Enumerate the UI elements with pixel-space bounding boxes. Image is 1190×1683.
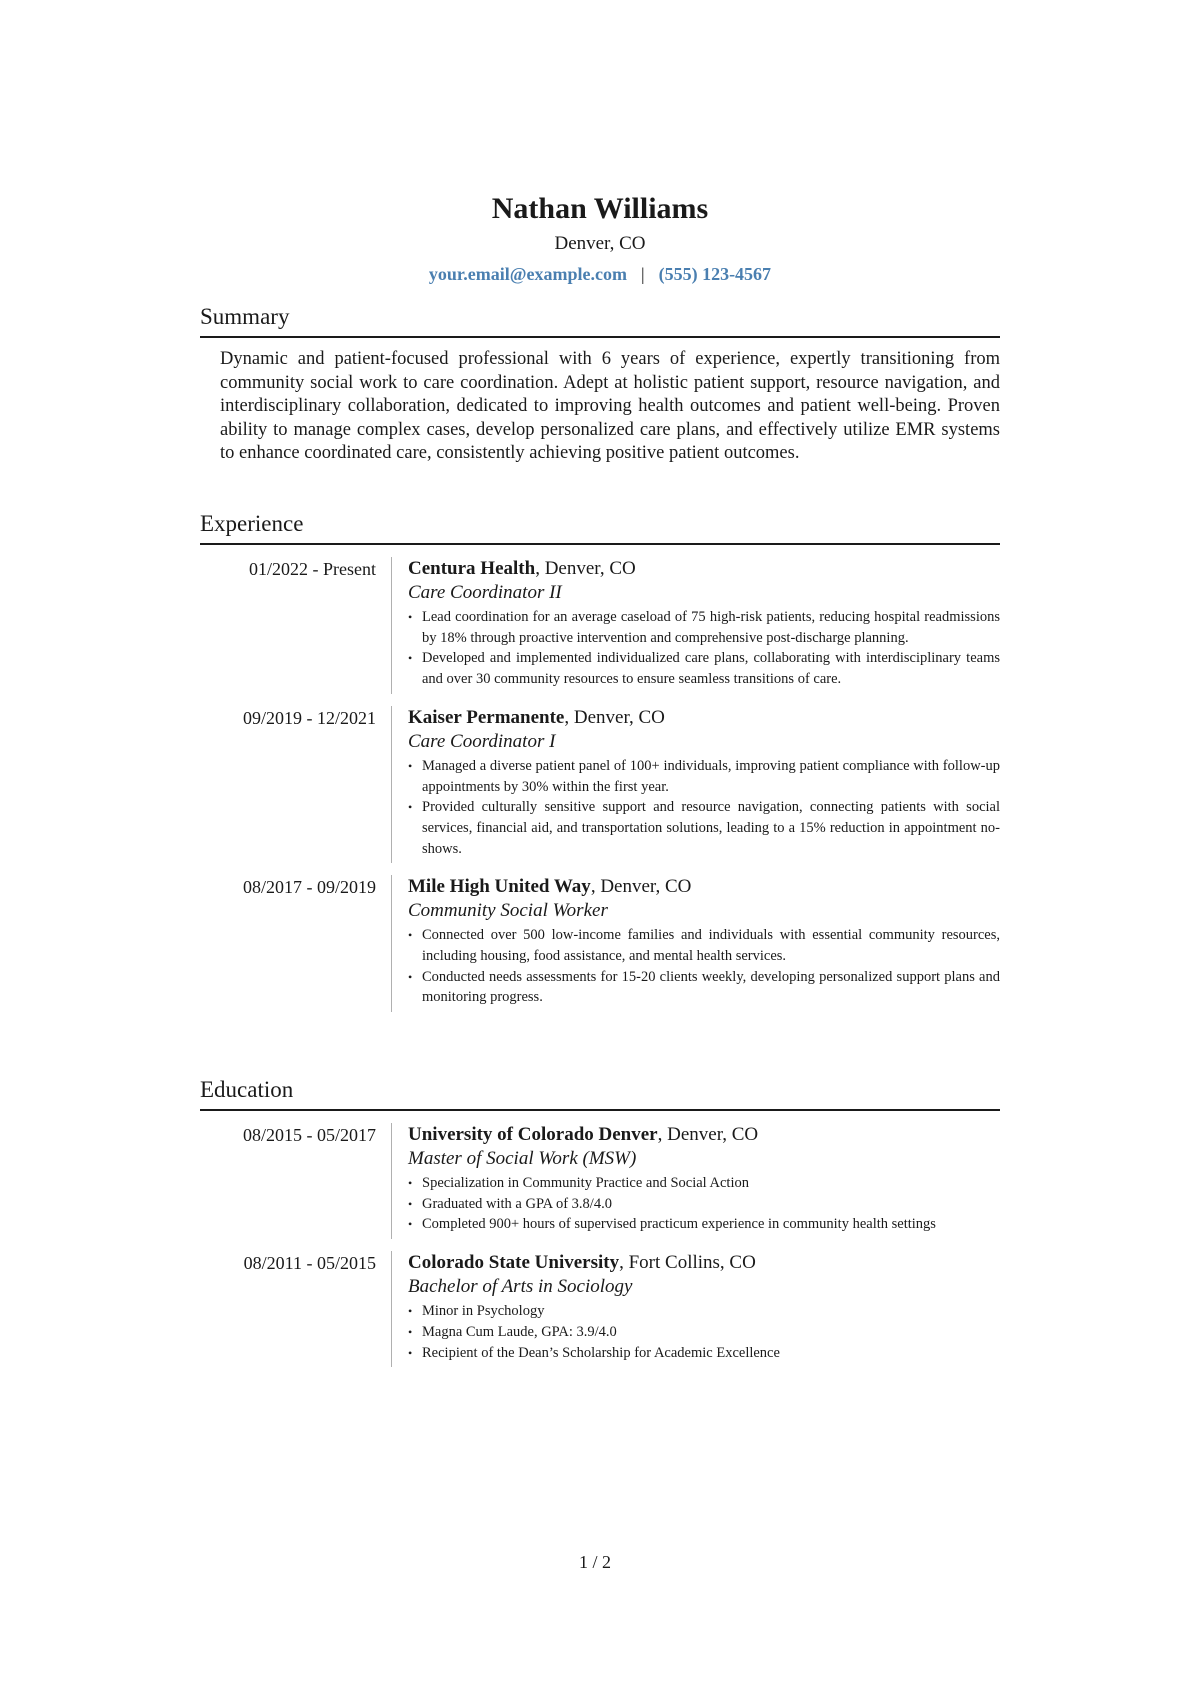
- candidate-name: Nathan Williams: [491, 192, 709, 225]
- entry-date: 01/2022 - Present: [249, 559, 376, 579]
- contact-separator: |: [640, 264, 645, 284]
- email-link[interactable]: your.email@example.com: [428, 264, 627, 284]
- bullet-item: • Managed a diverse patient panel of 100+ individuals, improving patient compliance with follow-up appointments by 30% within the first year.: [408, 756, 1000, 797]
- entry-date: 08/2011 - 05/2015: [243, 1253, 376, 1274]
- section-title-summary: Summary: [200, 302, 1000, 338]
- entry-body: [391, 1123, 1000, 1239]
- org-location: , Denver, CO: [535, 558, 636, 579]
- entry-date: 08/2017 - 09/2019: [243, 877, 376, 898]
- education-entry: [200, 1251, 1000, 1367]
- org-location: , Denver, CO: [657, 1124, 759, 1145]
- bullet-list: [408, 1173, 1000, 1235]
- education-list: [200, 1123, 1000, 1367]
- bullet-item: • Specialization in Community Practice and Social Action: [408, 1173, 1000, 1194]
- org-name: Colorado State University: [408, 1252, 620, 1274]
- org-line: [408, 875, 1000, 899]
- bullet-list: [408, 1301, 1000, 1363]
- bullet-item: • Developed and implemented individualized care plans, collaborating with interdisciplinary teams and over 30 community resources to ensure seamless transitions of care.: [408, 648, 1000, 689]
- page-number: 1 / 2: [578, 1552, 611, 1572]
- org-line: [408, 1251, 1000, 1275]
- phone-link[interactable]: (555) 123-4567: [658, 264, 772, 284]
- entry-body: [391, 875, 1000, 1012]
- org-line: [408, 557, 1000, 581]
- bullet-item: • Magna Cum Laude, GPA: 3.9/4.0: [408, 1322, 1000, 1343]
- org-line: [408, 706, 1000, 730]
- bullet-list: [408, 925, 1000, 1008]
- education-section: [200, 1075, 1000, 1367]
- role-title: Care Coordinator II: [408, 582, 562, 603]
- experience-entry: [200, 706, 1000, 864]
- experience-list: [200, 557, 1000, 1012]
- entry-body: [391, 1251, 1000, 1367]
- bullet-item: • Recipient of the Dean’s Scholarship for Academic Excellence: [408, 1343, 1000, 1364]
- role-title: Care Coordinator I: [408, 730, 556, 752]
- org-location: , Denver, CO: [590, 876, 692, 898]
- experience-section: [200, 509, 1000, 1012]
- bullet-item: • Minor in Psychology: [408, 1301, 1000, 1322]
- entry-body: [391, 557, 1000, 694]
- org-name: Kaiser Permanente: [408, 706, 565, 728]
- section-title-experience: Experience: [200, 509, 1000, 545]
- bullet-item: • Provided culturally sensitive support and resource navigation, connecting patients with social services, financial aid, and transportation solutions, leading to a 15% reduction in appointment no-shows.: [408, 797, 1000, 859]
- entry-body: [391, 706, 1000, 864]
- org-location: , Denver, CO: [564, 706, 665, 728]
- bullet-item: • Connected over 500 low-income families and individuals with essential community resources, including housing, food assistance, and mental health services.: [408, 925, 1000, 966]
- org-location: , Fort Collins, CO: [619, 1252, 756, 1274]
- summary-text: Dynamic and patient-focused professional with 6 years of experience, expertly transitioning from community social work to care coordination. Adept at holistic patient support, resource navigation, and interdisciplinary collaboration, dedicated to improving health outcomes and patient well-being. Proven ability to manage complex cases, develop personalized care plans, and effectively utilize EMR systems to enhance coordinated care, consistently achieving positive patient outcomes.: [220, 349, 1000, 463]
- experience-entry: [200, 557, 1000, 694]
- bullet-item: • Graduated with a GPA of 3.8/4.0: [408, 1194, 1000, 1215]
- bullet-list: [408, 756, 1000, 860]
- degree-title: Bachelor of Arts in Sociology: [408, 1276, 633, 1298]
- experience-entry: [200, 875, 1000, 1012]
- degree-title: Master of Social Work (MSW): [408, 1148, 637, 1169]
- contact-line: [200, 262, 1000, 286]
- candidate-location: Denver, CO: [554, 233, 646, 254]
- resume-header: [200, 190, 1000, 286]
- org-line: [408, 1123, 1000, 1147]
- section-title-education: Education: [200, 1075, 1000, 1111]
- summary-section: [200, 302, 1000, 466]
- education-entry: [200, 1123, 1000, 1239]
- role-title: Community Social Worker: [408, 900, 608, 922]
- org-name: University of Colorado Denver: [408, 1124, 658, 1145]
- org-name: Mile High United Way: [408, 876, 591, 898]
- org-name: Centura Health: [408, 558, 536, 579]
- bullet-item: • Lead coordination for an average caseload of 75 high-risk patients, reducing hospital readmissions by 18% through proactive intervention and comprehensive post-discharge planning.: [408, 607, 1000, 648]
- bullet-item: • Conducted needs assessments for 15-20 clients weekly, developing personalized support plans and monitoring progress.: [408, 967, 1000, 1008]
- bullet-item: • Completed 900+ hours of supervised practicum experience in community health settings: [408, 1214, 1000, 1235]
- entry-date: 09/2019 - 12/2021: [243, 707, 376, 728]
- entry-date: 08/2015 - 05/2017: [243, 1125, 376, 1145]
- bullet-list: [408, 607, 1000, 690]
